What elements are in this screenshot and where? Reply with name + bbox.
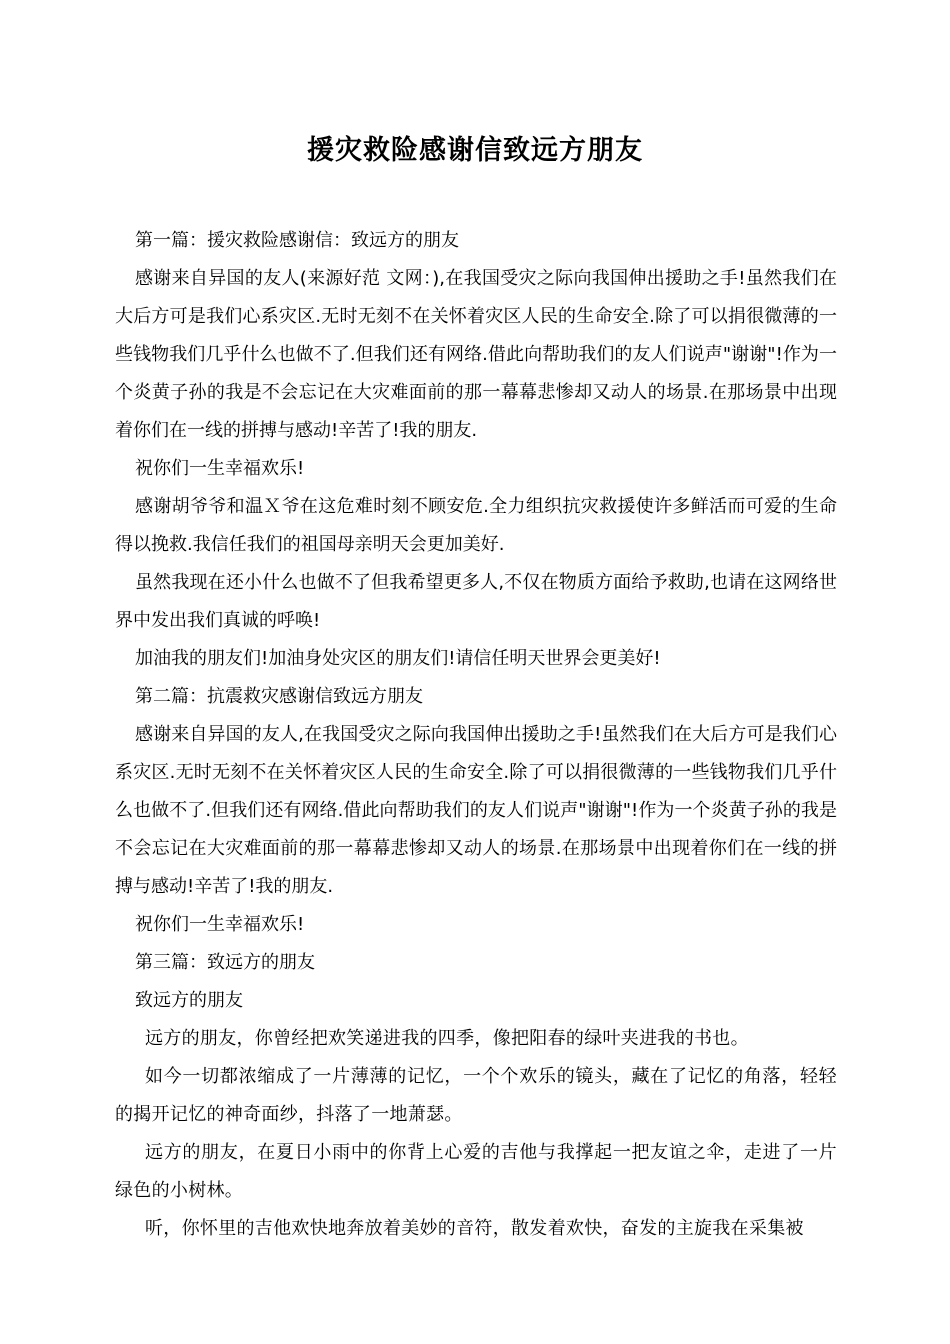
paragraph: 远方的朋友，在夏日小雨中的你背上心爱的吉他与我撑起一把友谊之伞，走进了一片绿色的小树林。 <box>115 1142 837 1201</box>
paragraph: 远方的朋友，你曾经把欢笑递进我的四季，像把阳春的绿叶夹进我的书也。 <box>145 1028 749 1049</box>
paragraph: 感谢来自异国的友人(来源好范 文网：),在我国受灾之际向我国伸出援助之手!虽然我们在大后方可是我们心系灾区.无时无刻不在关怀着灾区人民的生命安全.除了可以捐很微薄的一些钱物我们几乎什么也做不了.但我们还有网络.借此向帮助我们的友人们说声"谢谢"!作为一个炎黄子孙的我是不会忘记在大灾难面前的那一幕幕悲惨却又动人的场景.在那场景中出现着你们在一线的拼搏与感动!辛苦了!我的朋友. <box>115 268 837 441</box>
paragraph: 感谢胡爷爷和温Ｘ爷在这危难时刻不顾安危.全力组织抗灾救援使许多鲜活而可爱的生命得以挽救.我信任我们的祖国母亲明天会更加美好. <box>115 496 837 555</box>
paragraph: 虽然我现在还小什么也做不了但我希望更多人,不仅在物质方面给予救助,也请在这网络世界中发出我们真诚的呼唤! <box>115 572 837 631</box>
paragraph-section-heading-3: 第三篇：致远方的朋友 <box>135 952 315 973</box>
paragraph: 听，你怀里的吉他欢快地奔放着美妙的音符，散发着欢快，奋发的主旋我在采集被 <box>145 1218 804 1239</box>
paragraph-section-heading-2: 第二篇：抗震救灾感谢信致远方朋友 <box>135 686 423 707</box>
paragraph: 如今一切都浓缩成了一片薄薄的记忆，一个个欢乐的镜头，藏在了记忆的角落，轻轻的揭开记忆的神奇面纱，抖落了一地萧瑟。 <box>115 1066 837 1125</box>
document-title: 援灾救险感谢信致远方朋友 <box>307 135 643 166</box>
paragraph: 加油我的朋友们!加油身处灾区的朋友们!请信任明天世界会更美好! <box>135 648 661 669</box>
document-body <box>115 222 837 1248</box>
paragraph: 感谢来自异国的友人,在我国受灾之际向我国伸出援助之手!虽然我们在大后方可是我们心系灾区.无时无刻不在关怀着灾区人民的生命安全.除了可以捐很微薄的一些钱物我们几乎什么也做不了.但我们还有网络.借此向帮助我们的友人们说声"谢谢"!作为一个炎黄子孙的我是不会忘记在大灾难面前的那一幕幕悲惨却又动人的场景.在那场景中出现着你们在一线的拼搏与感动!辛苦了!我的朋友. <box>115 724 837 897</box>
paragraph: 祝你们一生幸福欢乐! <box>135 914 305 935</box>
paragraph: 祝你们一生幸福欢乐! <box>135 458 305 479</box>
paragraph-section-heading-1: 第一篇：援灾救险感谢信：致远方的朋友 <box>135 230 459 251</box>
paragraph-subtitle: 致远方的朋友 <box>135 990 243 1011</box>
